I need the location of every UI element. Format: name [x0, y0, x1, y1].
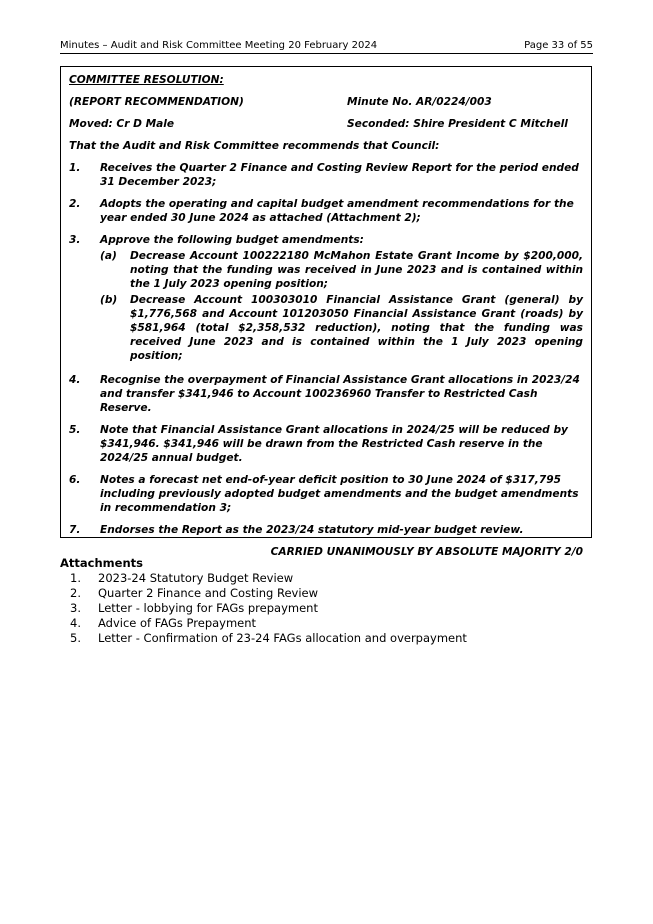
item-number: 4. [69, 374, 81, 386]
item-number: 3. [69, 234, 81, 246]
minute-number: Minute No. AR/0224/003 [347, 96, 492, 108]
item-body [100, 233, 583, 365]
attachments-section [60, 556, 580, 646]
resolution-item-2 [69, 197, 583, 225]
item-number: 5. [69, 424, 81, 436]
moved-by: Moved: Cr D Male [69, 118, 175, 130]
attachment-item [60, 631, 580, 646]
header-title: Minutes – Audit and Risk Committee Meeting 20 February 2024 [60, 40, 378, 51]
committee-resolution-box [60, 66, 592, 558]
resolution-item-6 [69, 473, 583, 515]
attachment-title: Letter - Confirmation of 23-24 FAGs allocation and overpayment [98, 631, 467, 645]
resolution-item-3 [69, 233, 583, 365]
attachment-item [60, 601, 580, 616]
attachment-number: 5. [70, 631, 81, 645]
attachment-item [60, 586, 580, 601]
sub-item-text: Decrease Account 100303010 Financial Assistance Grant (general) by $1,776,568 and Account 101203050 Financial Assistance Grant (roads) by $581,964 (total $2,358,532 reduction), noting that the funding was received June 2023 and is contained within the 1 July 2023 opening position; [130, 294, 583, 362]
item-text: Endorses the Report as the 2023/24 statutory mid-year budget review. [100, 524, 524, 536]
resolution-item-1 [69, 161, 583, 189]
attachment-number: 2. [70, 586, 81, 600]
attachment-title: 2023-24 Statutory Budget Review [98, 571, 294, 585]
recommendation-row [69, 95, 583, 109]
attachment-number: 4. [70, 616, 81, 630]
attachments-heading: Attachments [60, 556, 143, 570]
attachment-number: 3. [70, 601, 81, 615]
resolution-title: COMMITTEE RESOLUTION: [69, 74, 224, 86]
attachment-title: Quarter 2 Finance and Costing Review [98, 586, 319, 600]
attachment-title: Letter - lobbying for FAGs prepayment [98, 601, 318, 615]
sub-item-label: (b) [100, 294, 118, 306]
seconded-by: Seconded: Shire President C Mitchell [347, 118, 568, 130]
mover-row [69, 117, 583, 131]
page-number: Page 33 of 55 [524, 40, 593, 51]
sub-item-text: Decrease Account 100222180 McMahon Estate Grant Income by $200,000, noting that the funding was received in June 2023 and is contained within the 1 July 2023 opening position; [130, 250, 583, 290]
resolution-intro: That the Audit and Risk Committee recommends that Council: [69, 140, 440, 152]
resolution-item-4 [69, 373, 583, 415]
page-header [60, 40, 593, 54]
item-text: Adopts the operating and capital budget amendment recommendations for the year ended 30 June 2024 as attached (Attachment 2); [100, 198, 574, 224]
item-text: Receives the Quarter 2 Finance and Costing Review Report for the period ended 31 December 2023; [100, 162, 579, 188]
item-text: Recognise the overpayment of Financial Assistance Grant allocations in 2023/24 and transfer $341,946 to Account 100236960 Transfer to Restricted Cash Reserve. [100, 374, 580, 414]
item-text: Note that Financial Assistance Grant allocations in 2024/25 will be reduced by $341,946. $341,946 will be drawn from the Restricted Cash reserve in the 2024/25 annual budget. [100, 424, 568, 464]
sub-item-label: (a) [100, 250, 117, 262]
carried-statement: CARRIED UNANIMOUSLY BY ABSOLUTE MAJORITY 2/0 [270, 546, 583, 558]
attachment-item [60, 571, 580, 586]
sub-item-b [100, 293, 583, 363]
sub-item-a [100, 249, 583, 291]
attachment-item [60, 616, 580, 631]
attachment-number: 1. [70, 571, 81, 585]
report-recommendation: (REPORT RECOMMENDATION) [69, 96, 244, 108]
item-number: 6. [69, 474, 81, 486]
item-number: 1. [69, 162, 81, 174]
resolution-item-7 [69, 523, 583, 537]
item-number: 2. [69, 198, 81, 210]
item-text: Approve the following budget amendments: [100, 234, 364, 246]
item-number: 7. [69, 524, 81, 536]
resolution-item-5 [69, 423, 583, 465]
attachment-title: Advice of FAGs Prepayment [98, 616, 257, 630]
item-text: Notes a forecast net end-of-year deficit position to 30 June 2024 of $317,795 including previously adopted budget amendments and the budget amendments in recommendation 3; [100, 474, 579, 514]
